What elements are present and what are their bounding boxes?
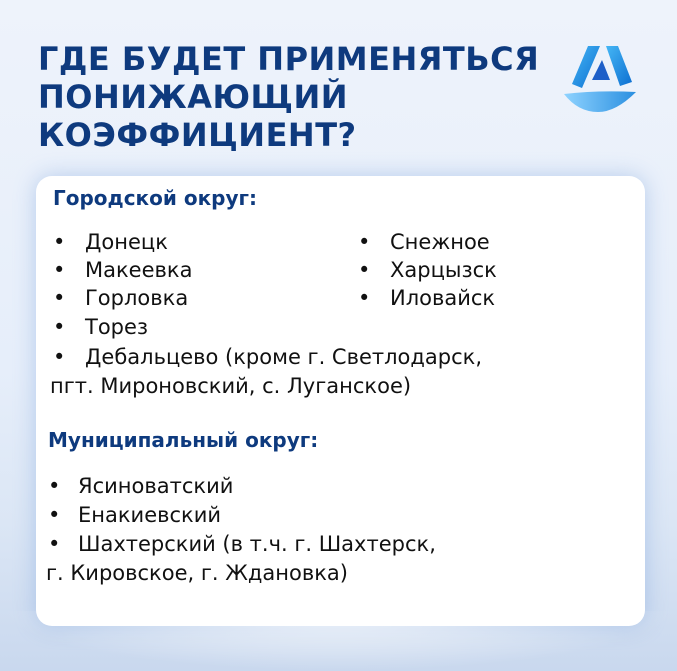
list-item: • Енакиевский	[48, 503, 222, 527]
title-line-2: ПОНИЖАЮЩИЙ	[38, 78, 349, 116]
list-item-continuation: пгт. Мироновский, с. Луганское)	[50, 374, 412, 398]
title-line-1: ГДЕ БУДЕТ ПРИМЕНЯТЬСЯ	[38, 40, 540, 78]
list-item: • Горловка	[53, 286, 189, 310]
list-item: • Ясиноватский	[48, 474, 234, 498]
list-item: • Макеевка	[53, 258, 193, 282]
list-item: • Донецк	[53, 230, 168, 254]
triangle-logo-icon	[558, 32, 640, 114]
list-item: • Шахтерский (в т.ч. г. Шахтерск,	[48, 532, 436, 556]
urban-heading: Городской округ:	[53, 186, 257, 210]
list-item: • Дебальцево (кроме г. Светлодарск,	[53, 345, 483, 369]
municipal-heading: Муниципальный округ:	[48, 428, 319, 452]
decorative-glow	[0, 611, 677, 671]
list-item-continuation: г. Кировское, г. Ждановка)	[46, 561, 348, 585]
content-card	[36, 176, 645, 626]
title-line-3: КОЭФФИЦИЕНТ?	[38, 116, 357, 154]
page-title	[38, 40, 538, 154]
list-item: • Иловайск	[358, 286, 496, 310]
list-item: • Торез	[53, 315, 149, 339]
list-item: • Снежное	[358, 230, 490, 254]
list-item: • Харцызск	[358, 258, 497, 282]
